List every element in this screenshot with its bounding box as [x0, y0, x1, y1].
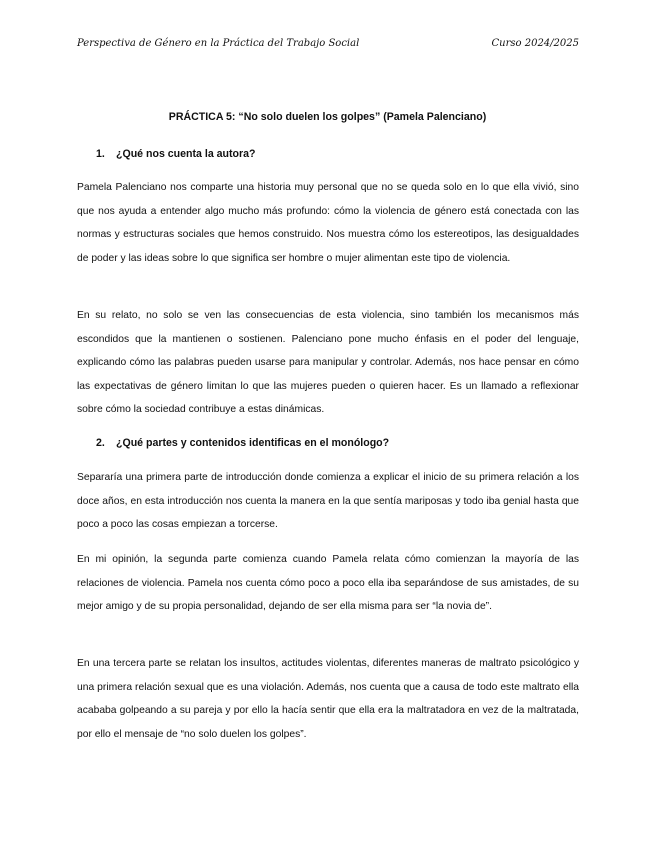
paragraph-2-3: En una tercera parte se relatan los insultos, actitudes violentas, diferentes maneras de maltrato psicológico y una primera relación sexual que es una violación. Además, nos cuenta que a causa de todo este maltrato ella acababa golpeando a su pareja y por ello la hacía sentir que ella era la maltratadora en vez de la maltratada, por ello el mensaje de “no solo duelen los golpes”.	[77, 658, 579, 740]
question-1-number: 1.	[96, 148, 105, 160]
header-course-year: Curso 2024/2025	[491, 38, 579, 49]
paragraph-1-2: En su relato, no solo se ven las consecuencias de esta violencia, sino también los mecanismos más escondidos que la mantienen o sostienen. Palenciano pone mucho énfasis en el poder del lenguaje, explicando cómo las palabras pueden usarse para manipular y controlar. Además, nos hace pensar en cómo las expectativas de género limitan lo que las mujeres pueden o quieren hacer. Es un llamado a reflexionar sobre cómo la sociedad contribuye a estas dinámicas.	[77, 310, 579, 416]
paragraph-1-1: Pamela Palenciano nos comparte una historia muy personal que no se queda solo en lo que ella vivió, sino que nos ayuda a entender algo mucho más profundo: cómo la violencia de género está conectada con las normas y estructuras sociales que hemos construido. Nos muestra cómo los estereotipos, las desigualdades de poder y las ideas sobre lo que significa ser hombre o mujer alimentan este tipo de violencia.	[77, 182, 579, 264]
header-course-title: Perspectiva de Género en la Práctica del Trabajo Social	[77, 38, 360, 49]
question-1-heading	[96, 148, 256, 160]
question-1-text: ¿Qué nos cuenta la autora?	[116, 148, 256, 160]
paragraph-2-1: Separaría una primera parte de introducción donde comienza a explicar el inicio de su primera relación a los doce años, en esta introducción nos cuenta la manera en la que sentía mariposas y todo iba genial hasta que poco a poco las cosas empiezan a torcerse.	[77, 472, 579, 531]
page-title: PRÁCTICA 5: “No solo duelen los golpes” (Pamela Palenciano)	[168, 111, 487, 123]
question-2-number: 2.	[96, 437, 105, 449]
question-2-heading	[96, 437, 389, 449]
paragraph-2-2: En mi opinión, la segunda parte comienza cuando Pamela relata cómo comienzan la mayoría de las relaciones de violencia. Pamela nos cuenta cómo poco a poco ella iba separándose de sus amistades, de su mejor amigo y de su propia personalidad, dejando de ser ella misma para ser “la novia de”.	[77, 554, 579, 613]
question-2-text: ¿Qué partes y contenidos identificas en el monólogo?	[116, 437, 390, 449]
